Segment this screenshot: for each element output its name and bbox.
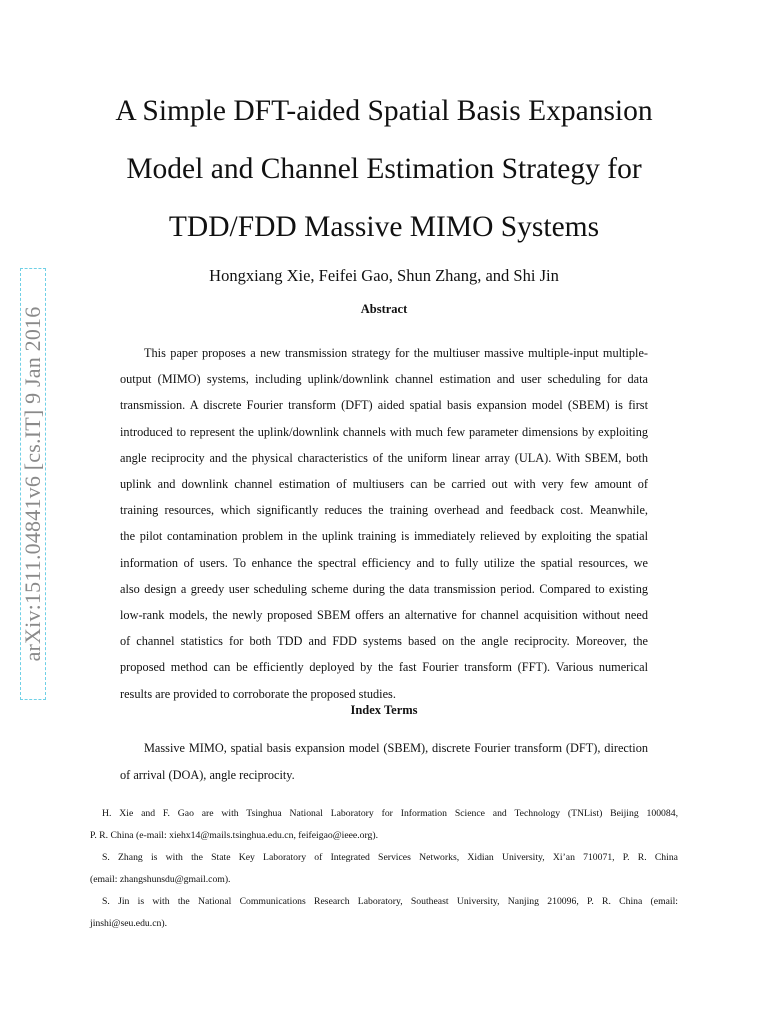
index-terms-heading: Index Terms <box>350 703 418 717</box>
abstract-line: also design a greedy user scheduling scheme during the data transmission period. Compared to existing <box>120 581 648 596</box>
index-terms-line: Massive MIMO, spatial basis expansion model (SBEM), discrete Fourier transform (DFT), direction <box>144 741 648 755</box>
abstract-line: information of users. To enhance the spectral efficiency and to fully utilize the spatial resources, we <box>120 555 648 570</box>
abstract-line: low-rank models, the newly proposed SBEM offers an alternative for channel acquisition without need <box>120 608 648 623</box>
index-terms-line: of arrival (DOA), angle reciprocity. <box>120 767 295 782</box>
abstract-heading: Abstract <box>360 302 408 316</box>
footnote-line: S. Zhang is with the State Key Laboratory of Integrated Services Networks, Xidian University, Xi’an 710071, P. R. China <box>102 852 678 863</box>
title-line-2: Model and Channel Estimation Strategy for <box>126 153 642 185</box>
author-list: Hongxiang Xie, Feifei Gao, Shun Zhang, and Shi Jin <box>209 266 559 285</box>
abstract-line: proposed method can be efficiently deployed by the fast Fourier transform (FFT). Various numerical <box>120 660 648 675</box>
abstract-line: transmission. A discrete Fourier transform (DFT) aided spatial basis expansion model (SBEM) is first <box>120 398 648 413</box>
footnote-line: H. Xie and F. Gao are with Tsinghua National Laboratory for Information Science and Technology (TNList) Beijing 100084, <box>102 808 678 819</box>
footnote-line: P. R. China (e-mail: xiehx14@mails.tsinghua.edu.cn, feifeigao@ieee.org). <box>90 830 379 841</box>
abstract-line: This paper proposes a new transmission strategy for the multiuser massive multiple-input multiple- <box>144 346 648 360</box>
abstract-line: output (MIMO) systems, including uplink/downlink channel estimation and user scheduling for data <box>120 372 648 387</box>
abstract-line: angle reciprocity and the physical characteristics of the uniform linear array (ULA). With SBEM, both <box>120 450 648 465</box>
abstract-line: results are provided to corroborate the proposed studies. <box>120 686 396 701</box>
abstract-line: of channel statistics for both TDD and FDD systems based on the angle reciprocity. Moreover, the <box>120 634 648 649</box>
author-footnotes <box>90 803 678 935</box>
abstract-body <box>120 340 648 707</box>
index-terms-body <box>120 735 648 788</box>
abstract-line: the pilot contamination problem in the uplink training is immediately relieved by exploiting the spatial <box>120 529 648 544</box>
arxiv-identifier: arXiv:1511.04841v6 [cs.IT] 9 Jan 2016 <box>20 306 45 662</box>
title-line-1: A Simple DFT-aided Spatial Basis Expansion <box>115 95 653 127</box>
paper-title <box>60 82 708 256</box>
title-line-3: TDD/FDD Massive MIMO Systems <box>168 211 600 243</box>
footnote-line: jinshi@seu.edu.cn). <box>90 918 167 929</box>
footnote-line: S. Jin is with the National Communications Research Laboratory, Southeast University, Nanjing 210096, P. R. China (email: <box>102 896 678 907</box>
abstract-line: uplink and downlink channel estimation of multiusers can be carried out with very few amount of <box>120 477 648 492</box>
abstract-line: introduced to represent the uplink/downlink channels with much few parameter dimensions by exploiting <box>120 424 648 439</box>
arxiv-stamp <box>20 268 46 700</box>
abstract-line: training resources, which significantly reduces the training overhead and feedback cost. Meanwhile, <box>120 503 648 518</box>
footnote-line: (email: zhangshunsdu@gmail.com). <box>90 874 231 885</box>
